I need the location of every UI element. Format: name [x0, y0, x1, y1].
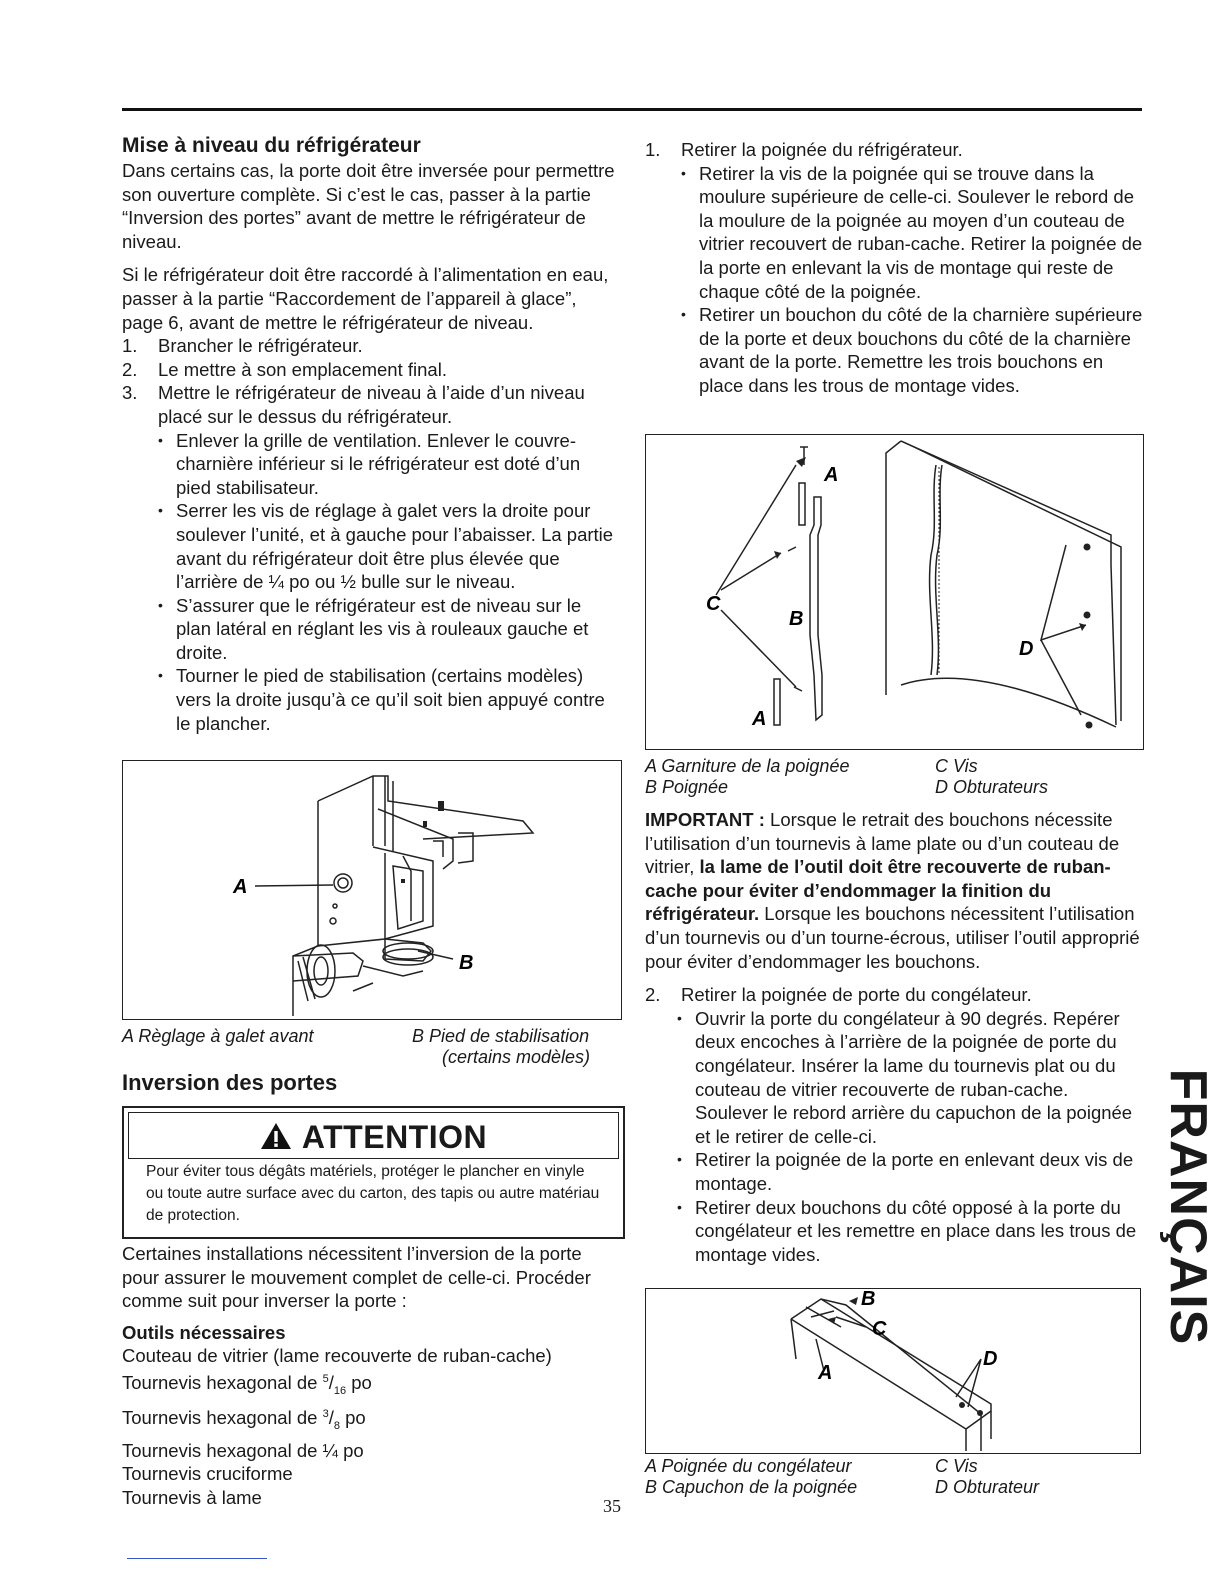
caption-a: A Règlage à galet avant — [122, 1026, 314, 1046]
callout-b: B — [861, 1289, 876, 1310]
bullet-item: • Retirer un bouchon du côté de la charnière supérieure de la porte et deux bouchons du côté de la charnière avant de la porte. Remettre les trois bouchons en place dans les trous de montage vides. — [681, 303, 1143, 397]
page-number: 35 — [603, 1496, 621, 1516]
language-tab-label: FRANÇAIS — [1159, 1068, 1217, 1346]
attention-title-row — [129, 1113, 618, 1158]
bullet-item: • Retirer deux bouchons du côté opposé à la porte du congélateur et les remettre en place dans les trous de montage vides. — [677, 1196, 1143, 1267]
caption-c: C Vis — [935, 1456, 978, 1476]
callout-c: C — [872, 1318, 887, 1340]
caption-a: A Poignée du congélateur — [645, 1456, 852, 1476]
right-step-1: 1. Retirer la poignée du réfrigérateur. — [645, 139, 963, 160]
callout-b: B — [789, 608, 804, 630]
callout-a: A — [818, 1362, 833, 1384]
callout-b: B — [459, 952, 474, 974]
roller-illustration — [123, 761, 621, 1019]
figure-leveling-caption — [122, 1026, 620, 1070]
attention-title: ATTENTION — [301, 1119, 488, 1155]
caption-d: D Obturateur — [935, 1477, 1040, 1497]
footer-line — [127, 1558, 267, 1559]
freezer-handle-illustration — [646, 1289, 1140, 1453]
heading-door-reversal: Inversion des portes — [122, 1070, 338, 1095]
tool-item: Tournevis hexagonal de $^5/_{16}$ po — [122, 1372, 372, 1397]
step-1: 1. Brancher le réfrigérateur. — [122, 335, 363, 357]
tool-item: Tournevis hexagonal de ¼ po — [122, 1439, 364, 1461]
tool-item: Tournevis hexagonal de $^3/_8$ po — [122, 1407, 366, 1433]
callout-d: D — [983, 1348, 998, 1370]
bullet-item: • Retirer la vis de la poignée qui se trouve dans la moulure supérieure de celle-ci. Soulever le rebord de la moulure de la poignée au moyen d’un couteau de vitrier recouvert de ruban-cache. Retirer la poignée de la porte en enlevant la vis de montage qui reste de chaque côté de la poignée. — [681, 162, 1143, 304]
bullet-item: • Tourner le pied de stabilisation (certains modèles) vers la droite jusqu’à ce qu’il soit bien appuyé contre le plancher. — [158, 664, 620, 735]
caption-b: B Poignée — [645, 777, 729, 797]
right-step-2: 2. Retirer la poignée de porte du congélateur. — [645, 984, 1032, 1006]
attention-box — [122, 1106, 625, 1239]
warning-icon — [260, 1122, 292, 1150]
language-tab — [1152, 1068, 1224, 1346]
figure-handle — [645, 434, 1144, 750]
tool-item: Tournevis cruciforme — [122, 1463, 293, 1485]
bullet-item: • Retirer la poignée de la porte en enlevant deux vis de montage. — [677, 1148, 1143, 1195]
left-lower — [122, 1070, 620, 1096]
right-column — [645, 138, 1143, 398]
bullet-item: • Ouvrir la porte du congélateur à 90 degrés. Repérer deux encoches à l’arrière de la poignée de porte du congélateur. Insérer la lame du tournevis plat ou du couteau de vitrier recouverte de ruban-cache. Soulever le rebord arrière du capuchon de la poignée et le retirer de celle-ci. — [677, 1007, 1143, 1149]
right-lower — [645, 808, 1143, 1266]
bullet-item: • Enlever la grille de ventilation. Enlever le couvre-charnière inférieur si le réfrigérateur est doté d’un pied stabilisateur. — [158, 429, 620, 500]
figure-freezer-handle — [645, 1288, 1141, 1454]
caption-b: B Capuchon de la poignée — [645, 1477, 858, 1497]
left-column — [122, 133, 620, 735]
bullet-item: • Serrer les vis de réglage à galet vers la droite pour soulever l’unité, et à gauche pour l’abaisser. La partie avant du réfrigérateur doit être plus élevée que l’arrière de ¼ po ou ½ bulle sur le niveau. — [158, 499, 620, 593]
tools-heading: Outils nécessaires — [122, 1321, 286, 1343]
caption-a: A Garniture de la poignée — [645, 756, 850, 776]
caption-b: B Pied de stabilisation — [412, 1026, 590, 1046]
figure-handle-caption — [645, 756, 1142, 800]
tool-item: Tournevis à lame — [122, 1487, 262, 1509]
important-note: IMPORTANT : Lorsque le retrait des bouchons nécessite l’utilisation d’un tournevis à lame plate ou d’un couteau de vitrier, la lame de l’outil doit être recouverte de ruban-cache pour éviter d’endommager la finition du réfrigérateur. Lorsque les bouchons nécessitent l’utilisation d’un tournevis ou d’un tourne-écrous, utiliser l’outil approprié pour éviter d’endommager les bouchons. — [645, 809, 1140, 972]
tool-item: Couteau de vitrier (lame recouverte de ruban-cache) — [122, 1345, 552, 1367]
caption-b-2: (certains modèles) — [442, 1047, 591, 1067]
figure-freezer-caption — [645, 1456, 1142, 1500]
step-2: 2. Le mettre à son emplacement final. — [122, 358, 447, 380]
paragraph-water: Si le réfrigérateur doit être raccordé à l’alimentation en eau, passer à la partie “Raccordement de l’appareil à glace”, page 6, avant de mettre le réfrigérateur de niveau. — [122, 264, 609, 333]
top-rule — [122, 108, 1142, 111]
left-bottom — [122, 1242, 620, 1510]
callout-a: A — [824, 464, 839, 486]
attention-body: Pour éviter tous dégâts matériels, protéger le plancher en vinyle ou toute autre surface avec du carton, des tapis ou autre matériau de protection. — [146, 1163, 600, 1224]
callout-a: A — [233, 876, 248, 898]
callout-a-lower: A — [752, 708, 767, 730]
bullet-item: • S’assurer que le réfrigérateur est de niveau sur le plan latéral en réglant les vis à rouleaux gauche et droite. — [158, 594, 620, 665]
paragraph-reversal: Certaines installations nécessitent l’inversion de la porte pour assurer le mouvement complet de celle-ci. Procéder comme suit pour inverser la porte : — [122, 1243, 591, 1312]
caption-d: D Obturateurs — [935, 777, 1049, 797]
paragraph-intro: Dans certains cas, la porte doit être inversée pour permettre son ouverture complète. Si c’est le cas, passer à la partie “Inversion des portes” avant de mettre le réfrigérateur de niveau. — [122, 160, 615, 252]
heading-leveling: Mise à niveau du réfrigérateur — [122, 134, 421, 157]
callout-d: D — [1019, 638, 1034, 660]
handle-illustration — [646, 435, 1143, 749]
step-3: 3. Mettre le réfrigérateur de niveau à l’aide d’un niveau placé sur le dessus du réfrigérateur. — [122, 382, 585, 427]
caption-c: C Vis — [935, 756, 978, 776]
figure-leveling — [122, 760, 622, 1020]
callout-c: C — [706, 593, 721, 615]
